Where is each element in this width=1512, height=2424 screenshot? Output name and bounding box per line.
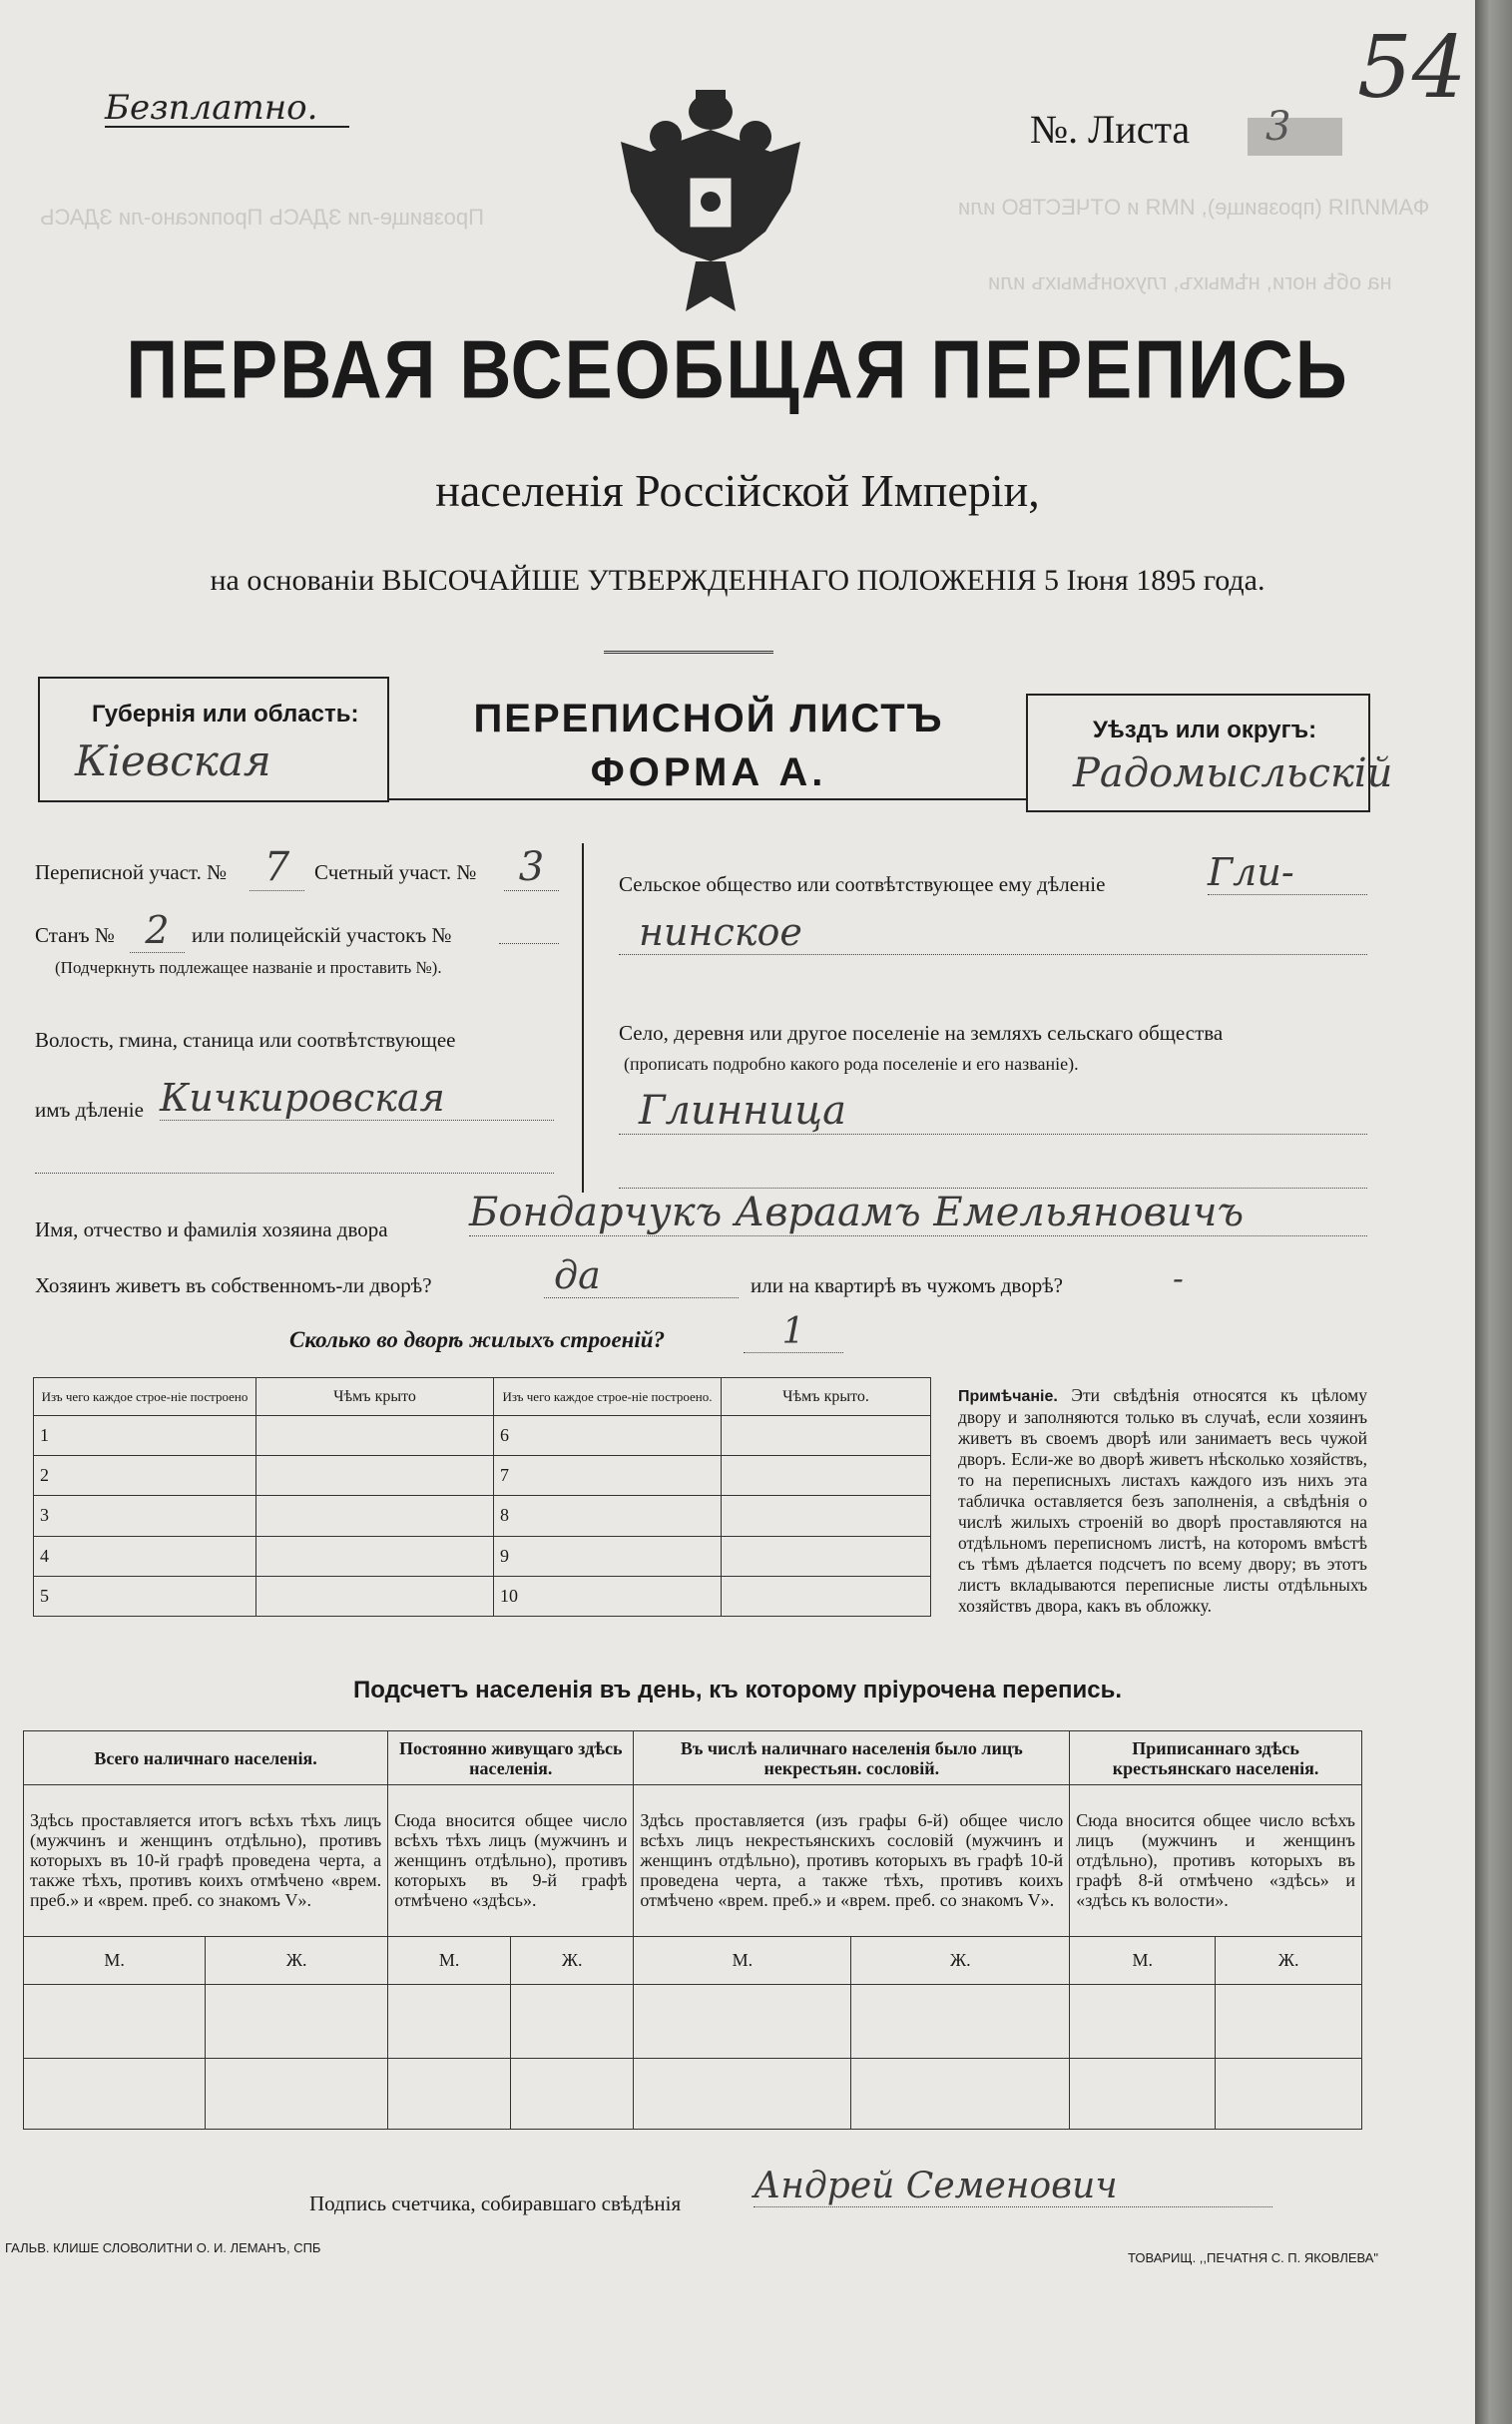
- row-number: 10: [494, 1576, 722, 1616]
- imperial-eagle-icon: [611, 82, 810, 316]
- col-roof-left: Чѣмъ крыто: [256, 1378, 494, 1416]
- bleed-through-text-left: Прозвище-ли ЗДАСЬ Прописано-ли ЗДАСЬ: [40, 205, 484, 230]
- buildings-value: 1: [744, 1311, 843, 1353]
- bleed-through-text: ФАМИЛІЯ (прозвище), ИМЯ и ОТЧЕСТВО или: [958, 195, 1430, 220]
- buildings-table: [33, 1377, 931, 1617]
- village-note: (прописать подробно какого рода поселеніе и его названіе).: [624, 1054, 1079, 1074]
- row-number: 2: [34, 1456, 256, 1496]
- count-district-label: Счетный участ. №: [314, 860, 477, 884]
- rule: [1026, 694, 1370, 696]
- main-title: ПЕРВАЯ ВСЕОБЩАЯ ПЕРЕПИСЬ: [126, 324, 1349, 416]
- count-cell[interactable]: [388, 2059, 511, 2130]
- count-cell[interactable]: [1216, 1984, 1362, 2059]
- male-header: М.: [1070, 1936, 1216, 1984]
- side-note: [958, 1385, 1367, 1617]
- row-number: 9: [494, 1536, 722, 1576]
- police-value-line: [499, 943, 559, 944]
- rule: [38, 677, 387, 679]
- pop-col-title: Въ числѣ наличнаго населенія было лицъ некрестьян. сословій.: [634, 1731, 1070, 1785]
- society-value-2: нинское: [619, 910, 1367, 955]
- sheet-number-label: №. Листа: [1030, 107, 1191, 152]
- female-header: Ж.: [1216, 1936, 1362, 1984]
- col-material-right: Изъ чего каждое строе-ніе построено.: [494, 1378, 722, 1416]
- female-header: Ж.: [851, 1936, 1070, 1984]
- count-cell[interactable]: [24, 2059, 206, 2130]
- pop-col-title: Приписаннаго здѣсь крестьянскаго населенія.: [1070, 1731, 1362, 1785]
- page-edge: [1475, 0, 1512, 2424]
- roof-cell[interactable]: [722, 1536, 931, 1576]
- volost-label-2: имъ дѣленіе: [35, 1098, 144, 1122]
- rule: [389, 798, 1026, 800]
- roof-cell[interactable]: [722, 1496, 931, 1536]
- village-extra-line: [619, 1188, 1367, 1189]
- row-number: 6: [494, 1416, 722, 1456]
- male-header: М.: [388, 1936, 511, 1984]
- row-number: 5: [34, 1576, 256, 1616]
- roof-cell[interactable]: [256, 1456, 494, 1496]
- count-cell[interactable]: [634, 1984, 851, 2059]
- roof-cell[interactable]: [256, 1576, 494, 1616]
- row-number: 4: [34, 1536, 256, 1576]
- count-cell[interactable]: [206, 1984, 388, 2059]
- society-value-1: Гли-: [1208, 850, 1367, 895]
- owner-name-value: Бондарчукъ Авраамъ Емельяновичъ: [469, 1190, 1367, 1236]
- rent-value: -: [1173, 1259, 1184, 1297]
- printer-right: ТОВАРИЩ. ,,ПЕЧАТНЯ С. П. ЯКОВЛЕВА": [1128, 2250, 1379, 2265]
- owner-name-label: Имя, отчество и фамилія хозяина двора: [35, 1217, 388, 1241]
- free-label: Безплатно.: [105, 88, 318, 128]
- male-header: М.: [634, 1936, 851, 1984]
- printer-left: ГАЛЬВ. КЛИШЕ СЛОВОЛИТНИ О. И. ЛЕМАНЪ, СПБ: [5, 2240, 321, 2255]
- side-note-heading: Примѣчаніе.: [958, 1388, 1058, 1405]
- sheet-number-value: 3: [1265, 104, 1291, 150]
- free-underline: [105, 126, 349, 128]
- corner-page-number: 54: [1357, 18, 1467, 118]
- roof-cell[interactable]: [256, 1416, 494, 1456]
- guberniya-label: Губернія или область:: [92, 701, 359, 727]
- count-cell[interactable]: [851, 1984, 1070, 2059]
- pop-col-text: Сюда вносится общее число всѣхъ тѣхъ лицъ (мужчинъ и женщинъ отдѣльно), противъ которыхъ въ 9-й графѣ отмѣчено «здѣсь».: [388, 1785, 634, 1936]
- roof-cell[interactable]: [722, 1456, 931, 1496]
- uezd-value: Радомысльскій: [1073, 750, 1393, 796]
- count-cell[interactable]: [388, 1984, 511, 2059]
- ornament-divider: [604, 651, 773, 654]
- population-heading: Подсчетъ населенія въ день, къ которому пріурочена перепись.: [353, 1677, 1122, 1703]
- rule: [1026, 810, 1370, 812]
- form-name: ФОРМА А.: [590, 750, 827, 794]
- count-cell[interactable]: [1216, 2059, 1362, 2130]
- volost-extra-line: [35, 1173, 554, 1174]
- pop-col-text: Сюда вносится общее число всѣхъ лицъ (мужчинъ и женщинъ отдѣльно), противъ которыхъ въ графѣ 8-й отмѣчено «здѣсь» и «здѣсь къ волости».: [1070, 1785, 1362, 1936]
- row-number: 3: [34, 1496, 256, 1536]
- rule: [38, 677, 40, 802]
- guberniya-value: Кіевская: [75, 736, 271, 785]
- count-district-value: 3: [504, 844, 559, 891]
- volost-label: Волость, гмина, станица или соотвѣтствующее: [35, 1028, 456, 1052]
- row-number: 7: [494, 1456, 722, 1496]
- basis-text: на основаніи ВЫСОЧАЙШЕ УТВЕРЖДЕННАГО ПОЛОЖЕНІЯ 5 Іюня 1895 года.: [210, 564, 1265, 597]
- row-number: 8: [494, 1496, 722, 1536]
- female-header: Ж.: [206, 1936, 388, 1984]
- col-roof-right: Чѣмъ крыто.: [722, 1378, 931, 1416]
- count-cell[interactable]: [24, 1984, 206, 2059]
- own-yard-value: да: [544, 1253, 739, 1298]
- population-table: [23, 1730, 1362, 2130]
- buildings-label: Сколько во дворѣ жилыхъ строеній?: [289, 1327, 666, 1352]
- stan-value: 2: [130, 908, 185, 953]
- stan-label: Станъ №: [35, 923, 115, 947]
- rule: [387, 677, 389, 802]
- count-cell[interactable]: [511, 2059, 634, 2130]
- census-district-label: Переписной участ. №: [35, 860, 228, 884]
- col-material-left: Изъ чего каждое строе-ніе построено: [34, 1378, 256, 1416]
- village-label: Село, деревня или другое поселеніе на земляхъ сельскаго общества: [619, 1021, 1224, 1045]
- police-label: или полицейскій участокъ №: [192, 923, 452, 947]
- count-cell[interactable]: [206, 2059, 388, 2130]
- side-note-text: Эти свѣдѣнія относятся къ цѣлому двору и заполняются только въ случаѣ, если хозяинъ живетъ въ своемъ дворѣ или занимаетъ весь чужой дворъ. Если-же во дворѣ живетъ нѣсколько хозяйствъ, то на переписныхъ листахъ каждого изъ нихъ эта табличка оставляется безъ заполненія, а свѣдѣнія о числѣ жилыхъ строеній во дворѣ проставляются на отдѣльномъ переписномъ листѣ, на которомъ вмѣстѣ съ тѣмъ дѣлается подсчетъ по всему двору; въ этотъ листъ вкладываются переписные листы отдѣльныхъ хозяйствъ двора, какъ въ обложку.: [958, 1385, 1368, 1616]
- count-cell[interactable]: [1070, 1984, 1216, 2059]
- volost-value: Кичкировская: [160, 1076, 554, 1121]
- signature-label: Подпись счетчика, собиравшаго свѣдѣнія: [309, 2191, 682, 2215]
- count-cell[interactable]: [1070, 2059, 1216, 2130]
- roof-cell[interactable]: [722, 1416, 931, 1456]
- roof-cell[interactable]: [722, 1576, 931, 1616]
- sheet-title: ПЕРЕПИСНОЙ ЛИСТЪ: [473, 697, 944, 740]
- pop-col-title: Постоянно живущаго здѣсь населенія.: [388, 1731, 634, 1785]
- uezd-label: Уѣздъ или округъ:: [1093, 717, 1317, 743]
- society-label: Сельское общество или соотвѣтствующее ему дѣленіе: [619, 872, 1106, 896]
- village-value: Глинница: [619, 1088, 1367, 1135]
- census-district-value: 7: [250, 844, 304, 891]
- pop-col-text: Здѣсь проставляется (изъ графы 6-й) общее число всѣхъ лицъ некрестьянскихъ сословій (мужчинъ и женщинъ отдѣльно), противъ которыхъ въ графѣ 10-й проведена черта, а также тѣхъ, противъ коихъ отмѣчено «врем. преб.» и «врем. преб. со знакомъ V».: [634, 1785, 1070, 1936]
- pop-col-title: Всего наличнаго населенія.: [24, 1731, 388, 1785]
- roof-cell[interactable]: [256, 1536, 494, 1576]
- rule: [582, 843, 584, 1193]
- male-header: М.: [24, 1936, 206, 1984]
- count-cell[interactable]: [851, 2059, 1070, 2130]
- pop-col-text: Здѣсь проставляется итогъ всѣхъ тѣхъ лицъ (мужчинъ и женщинъ отдѣльно), противъ которыхъ въ 10-й графѣ проведена черта, а также тѣхъ, противъ коихъ отмѣчено «врем. преб.» и «врем. преб. со знакомъ V».: [24, 1785, 388, 1936]
- count-cell[interactable]: [634, 2059, 851, 2130]
- underline-note: (Подчеркнуть подлежащее названіе и проставить №).: [55, 958, 442, 977]
- rent-label: или на квартирѣ въ чужомъ дворѣ?: [751, 1273, 1063, 1297]
- row-number: 1: [34, 1416, 256, 1456]
- own-yard-label: Хозяинъ живетъ въ собственномъ-ли дворѣ?: [35, 1273, 432, 1297]
- female-header: Ж.: [511, 1936, 634, 1984]
- rule: [1026, 694, 1028, 812]
- sheet-number-box: [1248, 118, 1342, 156]
- count-cell[interactable]: [511, 1984, 634, 2059]
- rule: [38, 800, 387, 802]
- subtitle: населенія Россійской Имперіи,: [435, 465, 1040, 516]
- signature-value: Андрей Семенович: [754, 2166, 1272, 2207]
- roof-cell[interactable]: [256, 1496, 494, 1536]
- bleed-through-text-2: на обѣ ноги, нѣмыхъ, глухонѣмыхъ или: [988, 269, 1392, 294]
